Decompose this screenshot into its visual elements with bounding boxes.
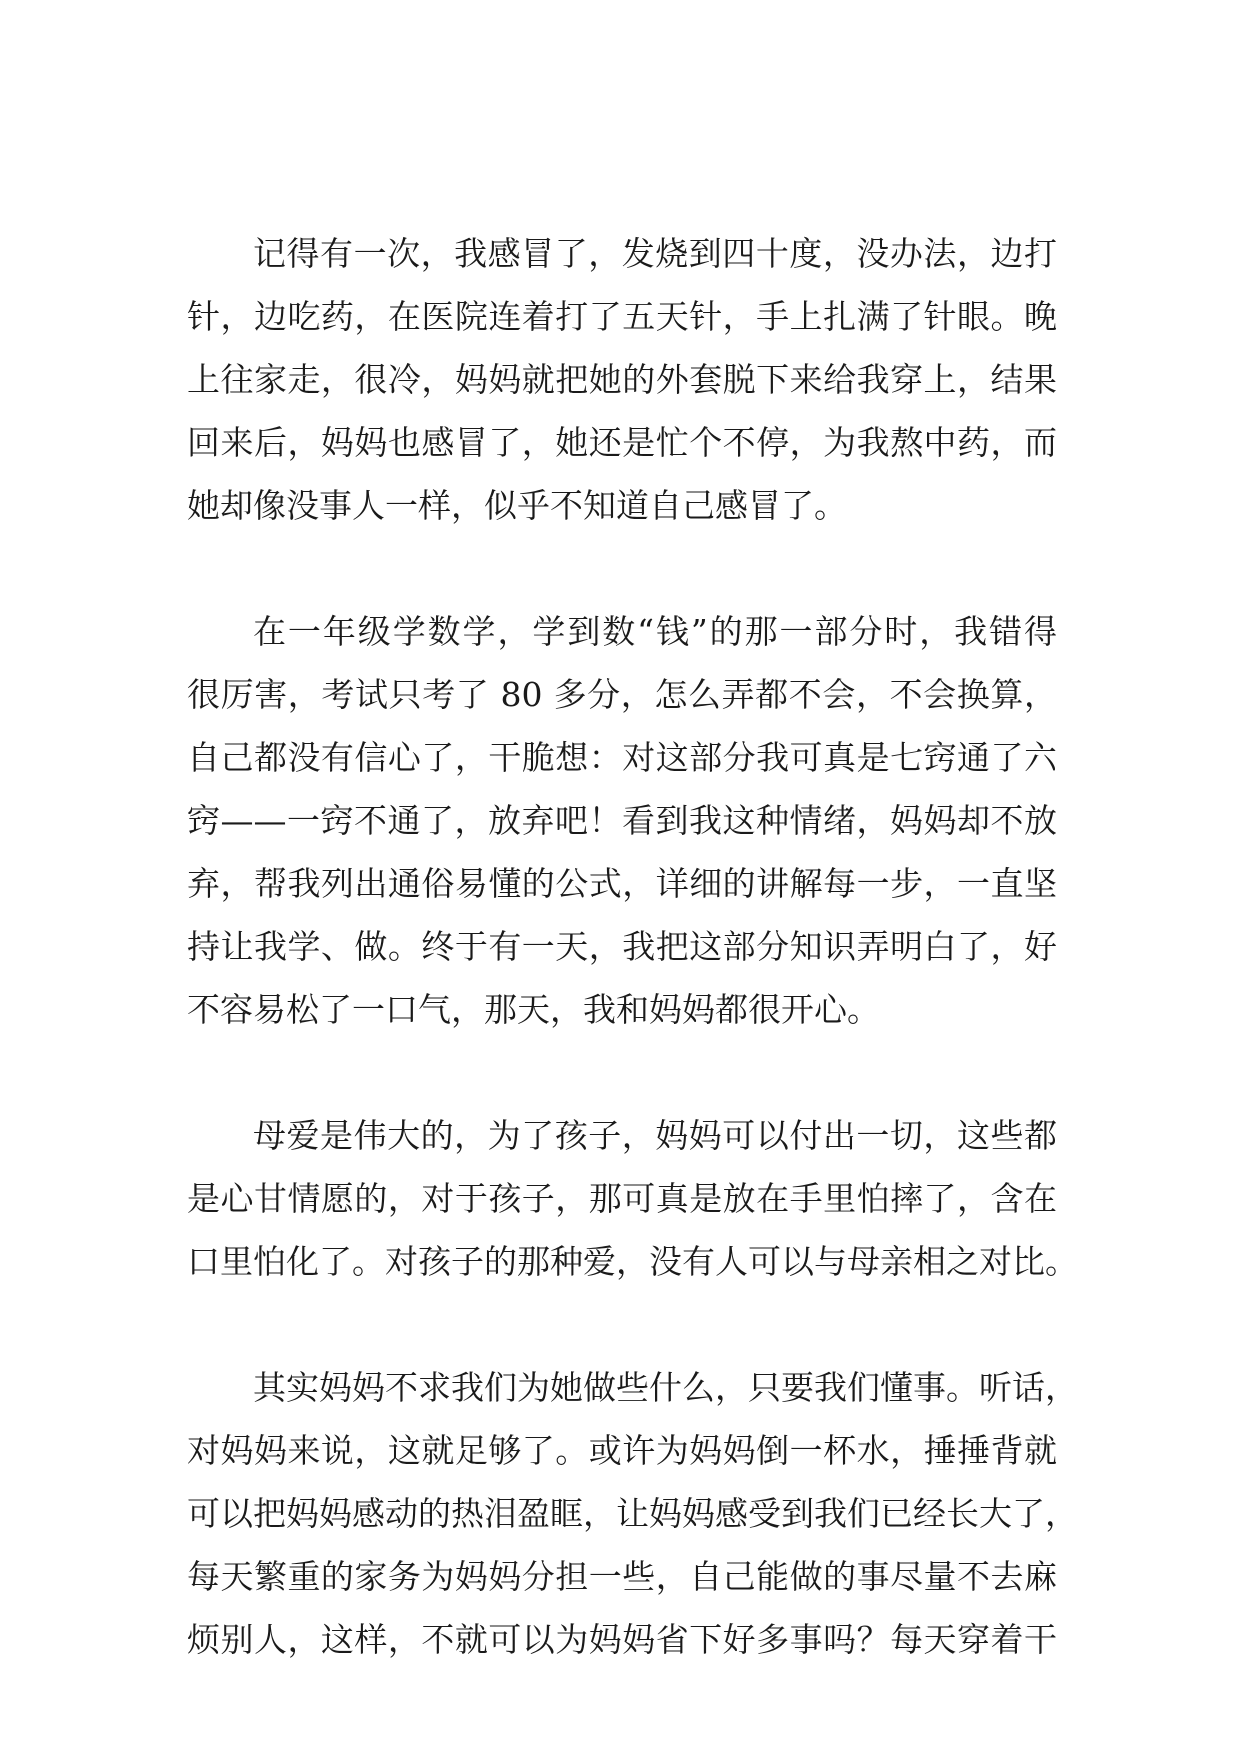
text-line: 持让我学、做。终于有一天，我把这部分知识弄明白了，好 [187, 927, 1057, 966]
paragraph-3 [187, 1104, 1078, 1293]
text-line: 对妈妈来说，这就足够了。或许为妈妈倒一杯水，捶捶背就 [187, 1431, 1057, 1470]
text-line: 每天繁重的家务为妈妈分担一些，自己能做的事尽量不去麻 [187, 1557, 1057, 1596]
text-line: 其实妈妈不求我们为她做些什么，只要我们懂事。听话， [253, 1368, 1078, 1407]
text-line: 回来后，妈妈也感冒了，她还是忙个不停，为我熬中药，而 [187, 423, 1057, 462]
text-line: 很厉害，考试只考了 80 多分，怎么弄都不会，不会换算， [187, 675, 1057, 714]
text-line: 窍——一窍不通了，放弃吧！看到我这种情绪，妈妈却不放 [187, 801, 1057, 840]
paragraph-2 [187, 600, 1057, 1041]
text-line: 母爱是伟大的，为了孩子，妈妈可以付出一切，这些都 [253, 1116, 1057, 1155]
text-line: 口里怕化了。对孩子的那种爱，没有人可以与母亲相之对比。 [187, 1242, 1078, 1281]
text-line: 弃，帮我列出通俗易懂的公式，详细的讲解每一步，一直坚 [187, 864, 1057, 903]
text-line: 烦别人，这样，不就可以为妈妈省下好多事吗？每天穿着干 [187, 1620, 1057, 1659]
paragraph-4 [187, 1356, 1078, 1671]
text-line: 记得有一次，我感冒了，发烧到四十度，没办法，边打 [253, 234, 1057, 273]
document-body [187, 222, 1078, 1734]
text-line: 在一年级学数学，学到数“钱”的那一部分时，我错得 [253, 612, 1057, 651]
text-line: 可以把妈妈感动的热泪盈眶，让妈妈感受到我们已经长大了， [187, 1494, 1078, 1533]
text-line: 她却像没事人一样，似乎不知道自己感冒了。 [187, 486, 847, 525]
text-line: 针，边吃药，在医院连着打了五天针，手上扎满了针眼。晚 [187, 297, 1057, 336]
text-line: 是心甘情愿的，对于孩子，那可真是放在手里怕摔了，含在 [187, 1179, 1057, 1218]
text-line: 不容易松了一口气，那天，我和妈妈都很开心。 [187, 990, 880, 1029]
paragraph-1 [187, 222, 1057, 537]
text-line: 上往家走，很冷，妈妈就把她的外套脱下来给我穿上，结果 [187, 360, 1057, 399]
text-line: 自己都没有信心了，干脆想：对这部分我可真是七窍通了六 [187, 738, 1057, 777]
